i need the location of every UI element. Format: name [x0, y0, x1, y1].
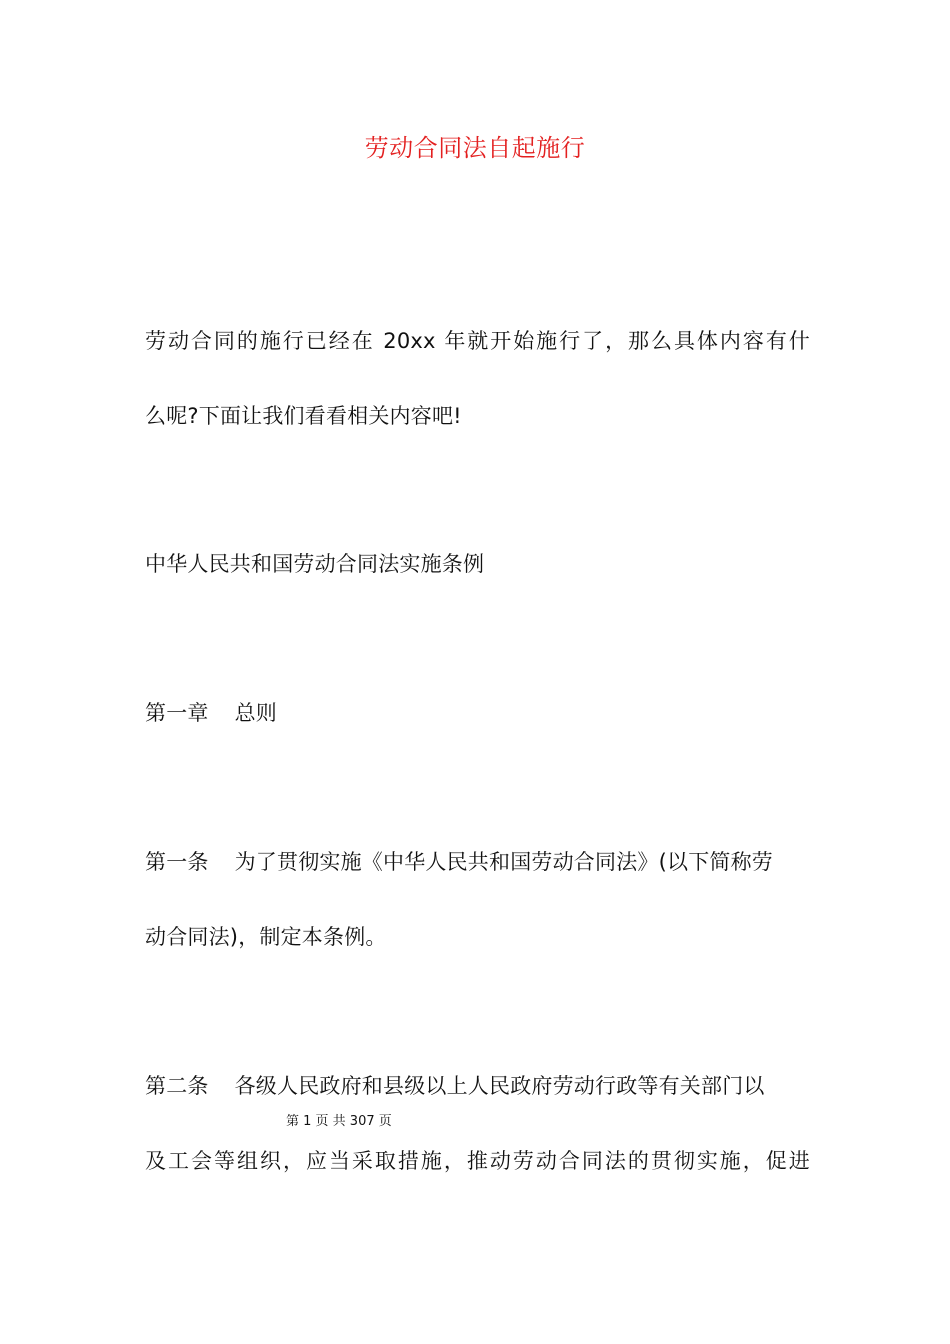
article-1-line-1: [145, 847, 810, 877]
regulation-title: 中华人民共和国劳动合同法实施条例: [145, 552, 485, 576]
article-2-text-1: 各级人民政府和县级以上人民政府劳动行政等有关部门以: [234, 1074, 765, 1098]
intro-line-1: 劳动合同的施行已经在 20xx 年就开始施行了，那么具体内容有什: [145, 329, 810, 353]
article-2-line-1: [145, 1071, 810, 1101]
article-1-text-1: 为了贯彻实施《中华人民共和国劳动合同法》(以下简称劳: [234, 850, 773, 874]
document-title: 劳动合同法自起施行: [364, 134, 586, 162]
article-1-line-2: 动合同法)，制定本条例。: [145, 925, 387, 949]
article-1-label: 第一条: [145, 850, 209, 874]
chapter-label: 第一章: [145, 701, 209, 725]
chapter-name: 总则: [234, 701, 278, 725]
intro-line-2: 么呢?下面让我们看看相关内容吧!: [145, 404, 462, 428]
chapter-heading: [145, 698, 810, 728]
page-indicator: 第 1 页 共 307 页: [286, 1114, 392, 1129]
article-2-label: 第二条: [145, 1074, 209, 1098]
article-2-line-2: 及工会等组织，应当采取措施，推动劳动合同法的贯彻实施，促进: [145, 1149, 810, 1173]
